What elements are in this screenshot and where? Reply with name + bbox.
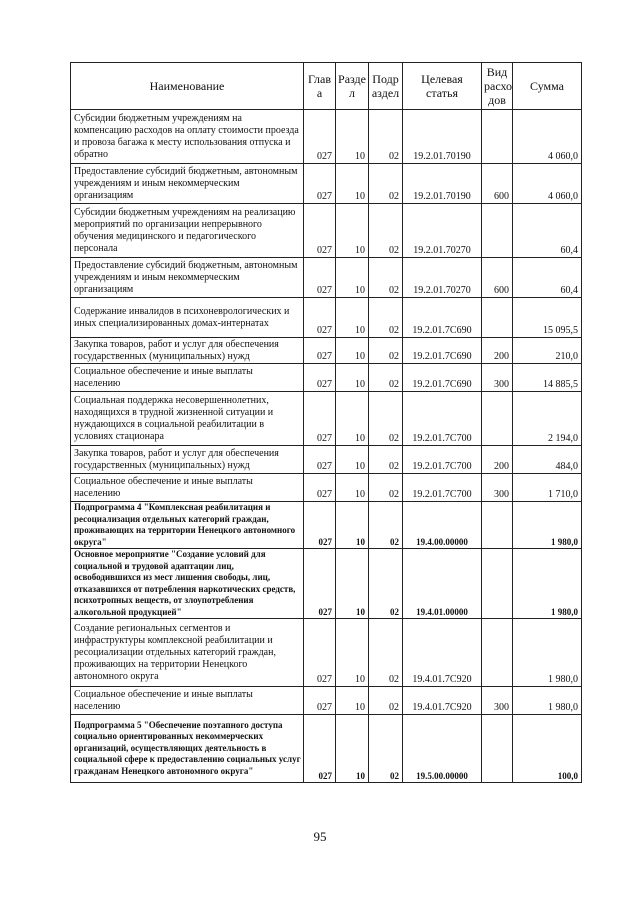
row-glava: 027 bbox=[304, 619, 336, 687]
row-razdel: 10 bbox=[336, 298, 369, 338]
table-row bbox=[71, 258, 582, 298]
row-podrazdel: 02 bbox=[369, 502, 403, 549]
row-vid-raskhodov: 200 bbox=[482, 338, 513, 364]
header-tselevaya-statya: Целевая статья bbox=[403, 63, 482, 110]
row-glava: 027 bbox=[304, 392, 336, 446]
row-glava: 027 bbox=[304, 502, 336, 549]
row-glava: 027 bbox=[304, 110, 336, 164]
row-glava: 027 bbox=[304, 549, 336, 619]
row-name: Основное мероприятие "Создание условий для социальной и трудовой адаптации лиц, освободившихся из мест лишения свободы, лиц, отказавшихся от потребления наркотических средств, психотропных веществ, от злоупотребления алкогольной продукцией" bbox=[71, 549, 304, 619]
row-podrazdel: 02 bbox=[369, 715, 403, 783]
row-summa: 60,4 bbox=[513, 258, 582, 298]
row-tselevaya-statya: 19.2.01.7С700 bbox=[403, 392, 482, 446]
table-row bbox=[71, 474, 582, 502]
row-vid-raskhodov: 600 bbox=[482, 164, 513, 204]
row-vid-raskhodov bbox=[482, 619, 513, 687]
row-summa: 1 980,0 bbox=[513, 549, 582, 619]
row-summa: 100,0 bbox=[513, 715, 582, 783]
table-row bbox=[71, 164, 582, 204]
row-vid-raskhodov: 200 bbox=[482, 446, 513, 474]
row-vid-raskhodov bbox=[482, 204, 513, 258]
row-name: Содержание инвалидов в психоневрологических и иных специализированных домах-интернатах bbox=[71, 298, 304, 338]
row-summa: 60,4 bbox=[513, 204, 582, 258]
row-podrazdel: 02 bbox=[369, 258, 403, 298]
row-vid-raskhodov: 600 bbox=[482, 258, 513, 298]
row-tselevaya-statya: 19.2.01.7С700 bbox=[403, 446, 482, 474]
row-summa: 2 194,0 bbox=[513, 392, 582, 446]
row-tselevaya-statya: 19.4.00.00000 bbox=[403, 502, 482, 549]
row-summa: 210,0 bbox=[513, 338, 582, 364]
table-row bbox=[71, 364, 582, 392]
row-razdel: 10 bbox=[336, 549, 369, 619]
row-summa: 4 060,0 bbox=[513, 110, 582, 164]
row-podrazdel: 02 bbox=[369, 204, 403, 258]
row-name: Социальная поддержка несовершеннолетних, находящихся в трудной жизненной ситуации и нуждающихся в социальной реабилитации в условиях стационара bbox=[71, 392, 304, 446]
row-tselevaya-statya: 19.2.01.7С690 bbox=[403, 338, 482, 364]
row-vid-raskhodov bbox=[482, 392, 513, 446]
row-vid-raskhodov bbox=[482, 298, 513, 338]
row-tselevaya-statya: 19.4.01.7С920 bbox=[403, 619, 482, 687]
row-summa: 484,0 bbox=[513, 446, 582, 474]
table-row bbox=[71, 502, 582, 549]
row-vid-raskhodov bbox=[482, 549, 513, 619]
row-podrazdel: 02 bbox=[369, 392, 403, 446]
row-name: Создание региональных сегментов и инфраструктуры комплексной реабилитации и ресоциализации отдельных категорий граждан, проживающих на территории Ненецкого автономного округа bbox=[71, 619, 304, 687]
table-row bbox=[71, 549, 582, 619]
row-razdel: 10 bbox=[336, 474, 369, 502]
row-podrazdel: 02 bbox=[369, 110, 403, 164]
row-glava: 027 bbox=[304, 258, 336, 298]
row-vid-raskhodov bbox=[482, 502, 513, 549]
row-tselevaya-statya: 19.2.01.7С690 bbox=[403, 364, 482, 392]
row-name: Социальное обеспечение и иные выплаты населению bbox=[71, 364, 304, 392]
row-podrazdel: 02 bbox=[369, 364, 403, 392]
header-name: Наименование bbox=[71, 63, 304, 110]
table-header-row bbox=[71, 63, 582, 110]
table-row bbox=[71, 446, 582, 474]
row-glava: 027 bbox=[304, 164, 336, 204]
table-row bbox=[71, 619, 582, 687]
header-razdel: Разде л bbox=[336, 63, 369, 110]
row-summa: 4 060,0 bbox=[513, 164, 582, 204]
row-podrazdel: 02 bbox=[369, 687, 403, 715]
row-vid-raskhodov bbox=[482, 715, 513, 783]
row-tselevaya-statya: 19.2.01.7С700 bbox=[403, 474, 482, 502]
row-razdel: 10 bbox=[336, 204, 369, 258]
row-podrazdel: 02 bbox=[369, 549, 403, 619]
table-body bbox=[71, 110, 582, 783]
page-number: 95 bbox=[313, 829, 327, 844]
row-summa: 1 710,0 bbox=[513, 474, 582, 502]
row-razdel: 10 bbox=[336, 338, 369, 364]
row-glava: 027 bbox=[304, 364, 336, 392]
row-glava: 027 bbox=[304, 446, 336, 474]
table-row bbox=[71, 687, 582, 715]
table-row bbox=[71, 298, 582, 338]
row-summa: 14 885,5 bbox=[513, 364, 582, 392]
row-summa: 1 980,0 bbox=[513, 687, 582, 715]
row-tselevaya-statya: 19.4.01.7С920 bbox=[403, 687, 482, 715]
row-name: Предоставление субсидий бюджетным, автономным учреждениям и иным некоммерческим организациям bbox=[71, 164, 304, 204]
header-summa: Сумма bbox=[513, 63, 582, 110]
row-tselevaya-statya: 19.2.01.70190 bbox=[403, 164, 482, 204]
row-podrazdel: 02 bbox=[369, 619, 403, 687]
row-summa: 1 980,0 bbox=[513, 619, 582, 687]
row-tselevaya-statya: 19.2.01.7С690 bbox=[403, 298, 482, 338]
row-razdel: 10 bbox=[336, 446, 369, 474]
row-glava: 027 bbox=[304, 687, 336, 715]
row-razdel: 10 bbox=[336, 392, 369, 446]
row-name: Закупка товаров, работ и услуг для обеспечения государственных (муниципальных) нужд bbox=[71, 338, 304, 364]
row-vid-raskhodov: 300 bbox=[482, 687, 513, 715]
row-razdel: 10 bbox=[336, 715, 369, 783]
table-row bbox=[71, 204, 582, 258]
table-row bbox=[71, 338, 582, 364]
row-razdel: 10 bbox=[336, 364, 369, 392]
row-glava: 027 bbox=[304, 204, 336, 258]
row-glava: 027 bbox=[304, 715, 336, 783]
header-vid-raskhodov: Вид расхо дов bbox=[482, 63, 513, 110]
row-glava: 027 bbox=[304, 298, 336, 338]
row-vid-raskhodov: 300 bbox=[482, 364, 513, 392]
row-name: Подпрограмма 5 "Обеспечение поэтапного доступа социально ориентированных некоммерческих организаций, осуществляющих деятельность в социальной сфере к предоставлению социальных услуг гражданам Ненецкого автономного округа" bbox=[71, 715, 304, 783]
budget-table bbox=[70, 62, 582, 783]
table-row bbox=[71, 392, 582, 446]
row-name: Закупка товаров, работ и услуг для обеспечения государственных (муниципальных) нужд bbox=[71, 446, 304, 474]
table-row bbox=[71, 110, 582, 164]
row-tselevaya-statya: 19.4.01.00000 bbox=[403, 549, 482, 619]
row-name: Предоставление субсидий бюджетным, автономным учреждениям и иным некоммерческим организациям bbox=[71, 258, 304, 298]
row-razdel: 10 bbox=[336, 687, 369, 715]
row-glava: 027 bbox=[304, 338, 336, 364]
row-name: Социальное обеспечение и иные выплаты населению bbox=[71, 687, 304, 715]
row-tselevaya-statya: 19.2.01.70190 bbox=[403, 110, 482, 164]
row-name: Субсидии бюджетным учреждениям на компенсацию расходов на оплату стоимости проезда и провоза багажа к месту использования отпуска и обратно bbox=[71, 110, 304, 164]
row-razdel: 10 bbox=[336, 619, 369, 687]
header-glava: Глав а bbox=[304, 63, 336, 110]
row-razdel: 10 bbox=[336, 502, 369, 549]
row-tselevaya-statya: 19.2.01.70270 bbox=[403, 258, 482, 298]
row-podrazdel: 02 bbox=[369, 298, 403, 338]
row-razdel: 10 bbox=[336, 110, 369, 164]
row-name: Подпрограмма 4 "Комплексная реабилитация и ресоциализация отдельных категорий граждан, проживающих на территории Ненецкого автономного округа" bbox=[71, 502, 304, 549]
row-podrazdel: 02 bbox=[369, 446, 403, 474]
table-row bbox=[71, 715, 582, 783]
row-glava: 027 bbox=[304, 474, 336, 502]
header-podrazdel: Подр аздел bbox=[369, 63, 403, 110]
row-tselevaya-statya: 19.2.01.70270 bbox=[403, 204, 482, 258]
row-name: Социальное обеспечение и иные выплаты населению bbox=[71, 474, 304, 502]
row-razdel: 10 bbox=[336, 258, 369, 298]
row-name: Субсидии бюджетным учреждениям на реализацию мероприятий по организации непрерывного обучения медицинского и педагогического персонала bbox=[71, 204, 304, 258]
row-podrazdel: 02 bbox=[369, 338, 403, 364]
row-summa: 15 095,5 bbox=[513, 298, 582, 338]
row-tselevaya-statya: 19.5.00.00000 bbox=[403, 715, 482, 783]
row-vid-raskhodov: 300 bbox=[482, 474, 513, 502]
row-podrazdel: 02 bbox=[369, 164, 403, 204]
row-podrazdel: 02 bbox=[369, 474, 403, 502]
row-razdel: 10 bbox=[336, 164, 369, 204]
row-summa: 1 980,0 bbox=[513, 502, 582, 549]
row-vid-raskhodov bbox=[482, 110, 513, 164]
